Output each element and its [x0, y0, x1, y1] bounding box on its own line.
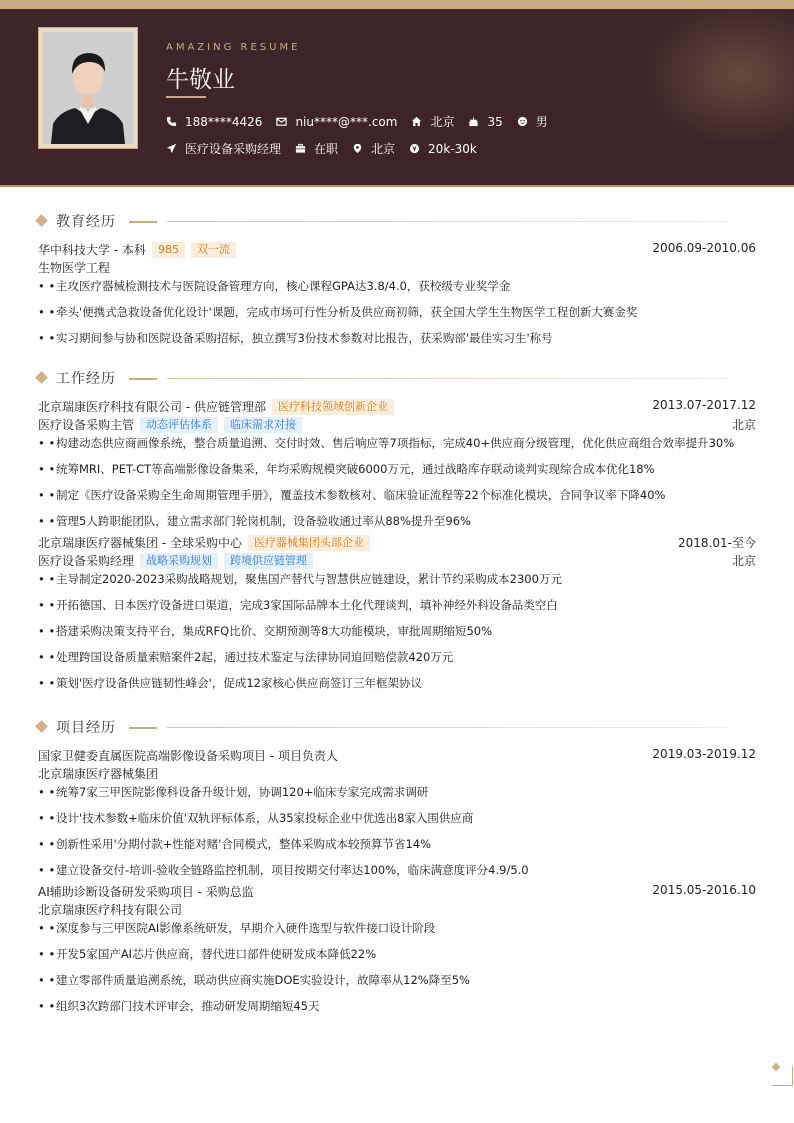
position-tag: 跨境供应链管理: [224, 553, 313, 569]
mail-icon: [276, 116, 287, 127]
list-item-text: 主导制定2020-2023采购战略规划，聚焦国产替代与智慧供应链建设，累计节约采购成本2300万元: [56, 572, 562, 586]
job-intent-row: [166, 140, 491, 157]
job-date: 2018.01-至今: [678, 536, 756, 550]
target-city-text: 北京: [371, 142, 396, 156]
candidate-name: 牛敬业: [166, 67, 235, 93]
list-item: [36, 596, 758, 622]
list-item: [36, 919, 758, 945]
job-city: 北京: [731, 554, 756, 568]
job-position-row: [36, 416, 758, 434]
target-job-info: [166, 140, 281, 157]
phone-icon: [166, 116, 177, 127]
section-accent-line: [129, 221, 157, 223]
email-info: [276, 115, 397, 129]
list-item-text: 组织3次跨部门技术评审会，推动研发周期缩短45天: [56, 999, 320, 1013]
project-name: 国家卫健委直属医院高端影像设备采购项目 - 项目负责人: [38, 749, 338, 763]
section-divider: [167, 727, 727, 728]
profile-photo: [43, 32, 133, 144]
email-text: niu****@***.com: [295, 114, 398, 129]
position-tag: 战略采购规划: [140, 553, 218, 569]
project-entry-header: [36, 883, 758, 901]
list-item-text: 处理跨国设备质量索赔案件2起，通过技术鉴定与法律协同追回赔偿款420万元: [56, 650, 454, 664]
bullet-marker: • •: [38, 514, 56, 528]
list-item: [36, 303, 758, 329]
bullet-marker: • •: [38, 921, 56, 935]
bullet-marker: • •: [38, 973, 56, 987]
section-divider: [167, 378, 727, 379]
list-item: [36, 783, 758, 809]
cake-icon: [468, 116, 479, 127]
age-text: 35: [487, 114, 503, 129]
list-item: [36, 434, 758, 460]
list-item: [36, 622, 758, 648]
education-date: 2006.09-2010.06: [652, 241, 756, 255]
list-item-text: 制定《医疗设备采购全生命周期管理手册》，覆盖技术参数核对、临床验证流程等22个标准化模块，合同争议率下降40%: [56, 488, 666, 502]
list-item-text: 创新性采用'分期付款+性能对赌'合同模式，整体采购成本较预算节省14%: [56, 837, 432, 851]
list-item-text: 实习期间参与协和医院设备采购招标，独立撰写3份技术参数对比报告，获采购部'最佳实习生'称号: [56, 331, 553, 345]
target-city-info: [352, 140, 395, 157]
work-section: [36, 368, 758, 700]
resume-header: [0, 9, 794, 185]
bullet-marker: • •: [38, 572, 56, 586]
project-entry-header: [36, 747, 758, 765]
list-item-text: 管理5人跨职能团队，建立需求部门轮岗机制，设备验收通过率从88%提升至96%: [56, 514, 471, 528]
list-item: [36, 460, 758, 486]
list-item-text: 搭建采购决策支持平台，集成RFQ比价、交期预测等8大功能模块，审批周期缩短50%: [56, 624, 493, 638]
header-bottom-border: [0, 185, 794, 187]
list-item: [36, 809, 758, 835]
corner-diamond-icon: [772, 1063, 780, 1071]
diamond-icon: [35, 371, 48, 384]
list-item-text: 策划'医疗设备供应链韧性峰会'，促成12家核心供应商签订三年框架协议: [56, 676, 422, 690]
education-major-row: [36, 259, 758, 277]
bullet-marker: • •: [38, 305, 56, 319]
briefcase-icon: [295, 143, 306, 154]
gender-text: 男: [535, 115, 548, 129]
list-item: [36, 329, 758, 355]
list-item: [36, 486, 758, 512]
projects-section: [36, 717, 758, 1023]
list-item-text: 深度参与三甲医院AI影像系统研发，早期介入硬件选型与软件接口设计阶段: [56, 921, 436, 935]
profile-photo-frame: [38, 27, 138, 149]
position-title: 医疗设备采购经理: [38, 554, 135, 568]
bullet-marker: • •: [38, 676, 56, 690]
education-entry-header: [36, 241, 758, 259]
job-city: 北京: [731, 418, 756, 432]
list-item-text: 开拓德国、日本医疗设备进口渠道，完成3家国际品牌本土化代理谈判，填补神经外科设备品类空白: [56, 598, 558, 612]
list-item-text: 建立零部件质量追溯系统，联动供应商实施DOE实验设计，故障率从12%降至5%: [56, 973, 470, 987]
project-org-row: [36, 765, 758, 783]
project-date: 2019.03-2019.12: [652, 747, 756, 761]
phone-info: [166, 115, 262, 129]
list-item-text: 牵头'便携式急救设备优化设计'课题，完成市场可行性分析及供应商初筛，获全国大学生生物医学工程创新大赛金奖: [56, 305, 638, 319]
bullet-marker: • •: [38, 462, 56, 476]
list-item: [36, 648, 758, 674]
list-item-text: 统筹MRI、PET-CT等高端影像设备集采，年均采购规模突破6000万元，通过战略库存联动谈判实现综合成本优化18%: [56, 462, 655, 476]
section-header: [36, 211, 758, 231]
age-info: [468, 115, 502, 129]
company-tag: 医疗科技领域创新企业: [272, 399, 394, 415]
list-item: [36, 945, 758, 971]
corner-line: [792, 1066, 793, 1086]
salary-info: [409, 142, 477, 156]
company-tag: 医疗器械集团头部企业: [248, 535, 370, 551]
bullet-marker: • •: [38, 598, 56, 612]
list-item: [36, 570, 758, 596]
bullet-marker: • •: [38, 811, 56, 825]
project-org-row: [36, 901, 758, 919]
bullet-marker: • •: [38, 999, 56, 1013]
bullet-marker: • •: [38, 331, 56, 345]
list-item: [36, 277, 758, 303]
position-title: 医疗设备采购主管: [38, 418, 135, 432]
salary-icon: [409, 143, 420, 154]
bullet-marker: • •: [38, 863, 56, 877]
name-underline: [166, 96, 206, 98]
status-text: 在职: [314, 142, 339, 156]
phone-text: 188****4426: [185, 114, 263, 129]
list-item: [36, 674, 758, 700]
bullet-marker: • •: [38, 785, 56, 799]
bullet-marker: • •: [38, 837, 56, 851]
list-item-text: 开发5家国产AI芯片供应商，替代进口部件使研发成本降低22%: [56, 947, 377, 961]
home-icon: [411, 116, 422, 127]
status-info: [295, 140, 338, 157]
list-item: [36, 997, 758, 1023]
project-org: 北京瑞康医疗科技有限公司: [38, 903, 183, 917]
section-header: [36, 368, 758, 388]
list-item: [36, 835, 758, 861]
job-position-row: [36, 552, 758, 570]
target-job-text: 医疗设备采购经理: [185, 142, 282, 156]
job-entry-header: [36, 534, 758, 552]
header-glow: [640, 9, 794, 149]
gender-info: [517, 113, 548, 130]
bullet-marker: • •: [38, 650, 56, 664]
major: 生物医学工程: [38, 261, 111, 275]
bullet-marker: • •: [38, 279, 56, 293]
section-title: 工作经历: [56, 371, 116, 387]
list-item-text: 统筹7家三甲医院影像科设备升级计划，协调120+临床专家完成需求调研: [56, 785, 429, 799]
bullet-marker: • •: [38, 947, 56, 961]
project-date: 2015.05-2016.10: [652, 883, 756, 897]
school-tag: 985: [152, 242, 185, 258]
section-accent-line: [129, 727, 157, 729]
list-item: [36, 971, 758, 997]
list-item-text: 设计'技术参数+临床价值'双轨评标体系，从35家投标企业中优选出8家入围供应商: [56, 811, 474, 825]
list-item-text: 主攻医疗器械检测技术与医院设备管理方向，核心课程GPA达3.8/4.0，获校级专业奖学金: [56, 279, 511, 293]
company-name: 北京瑞康医疗科技有限公司 - 供应链管理部: [38, 400, 266, 414]
section-title: 项目经历: [56, 720, 116, 736]
top-accent-bar: [0, 0, 794, 9]
diamond-icon: [35, 214, 48, 227]
salary-text: 20k-30k: [428, 141, 477, 156]
section-header: [36, 717, 758, 737]
section-divider: [167, 221, 727, 222]
school-tag: 双一流: [191, 242, 236, 258]
corner-line: [772, 1085, 793, 1086]
contact-info-row: [166, 113, 562, 130]
project-org: 北京瑞康医疗器械集团: [38, 767, 159, 781]
bullet-marker: • •: [38, 488, 56, 502]
bullet-marker: • •: [38, 624, 56, 638]
project-name: AI辅助诊断设备研发采购项目 - 采购总监: [38, 885, 254, 899]
job-date: 2013.07-2017.12: [652, 398, 756, 412]
diamond-icon: [35, 720, 48, 733]
bullet-marker: • •: [38, 436, 56, 450]
location-pin-icon: [352, 143, 363, 154]
city-info: [411, 113, 454, 130]
company-name: 北京瑞康医疗器械集团 - 全球采购中心: [38, 536, 242, 550]
list-item-text: 建立设备交付-培训-验收全链路监控机制，项目按期交付率达100%，临床满意度评分4.9/5.0: [56, 863, 529, 877]
list-item: [36, 861, 758, 883]
gender-icon: [517, 116, 528, 127]
school-name: 华中科技大学 - 本科: [38, 243, 146, 257]
list-item-text: 构建动态供应商画像系统，整合质量追溯、交付时效、售后响应等7项指标，完成40+供应商分级管理，优化供应商组合效率提升30%: [56, 436, 735, 450]
job-entry-header: [36, 398, 758, 416]
resume-subtitle: AMAZING RESUME: [166, 42, 301, 53]
list-item: [36, 512, 758, 534]
position-tag: 动态评估体系: [140, 417, 218, 433]
position-tag: 临床需求对接: [224, 417, 302, 433]
section-accent-line: [129, 378, 157, 380]
send-icon: [166, 143, 177, 154]
education-section: [36, 211, 758, 355]
section-title: 教育经历: [56, 214, 116, 230]
city-text: 北京: [430, 115, 455, 129]
person-portrait-icon: [43, 32, 133, 144]
